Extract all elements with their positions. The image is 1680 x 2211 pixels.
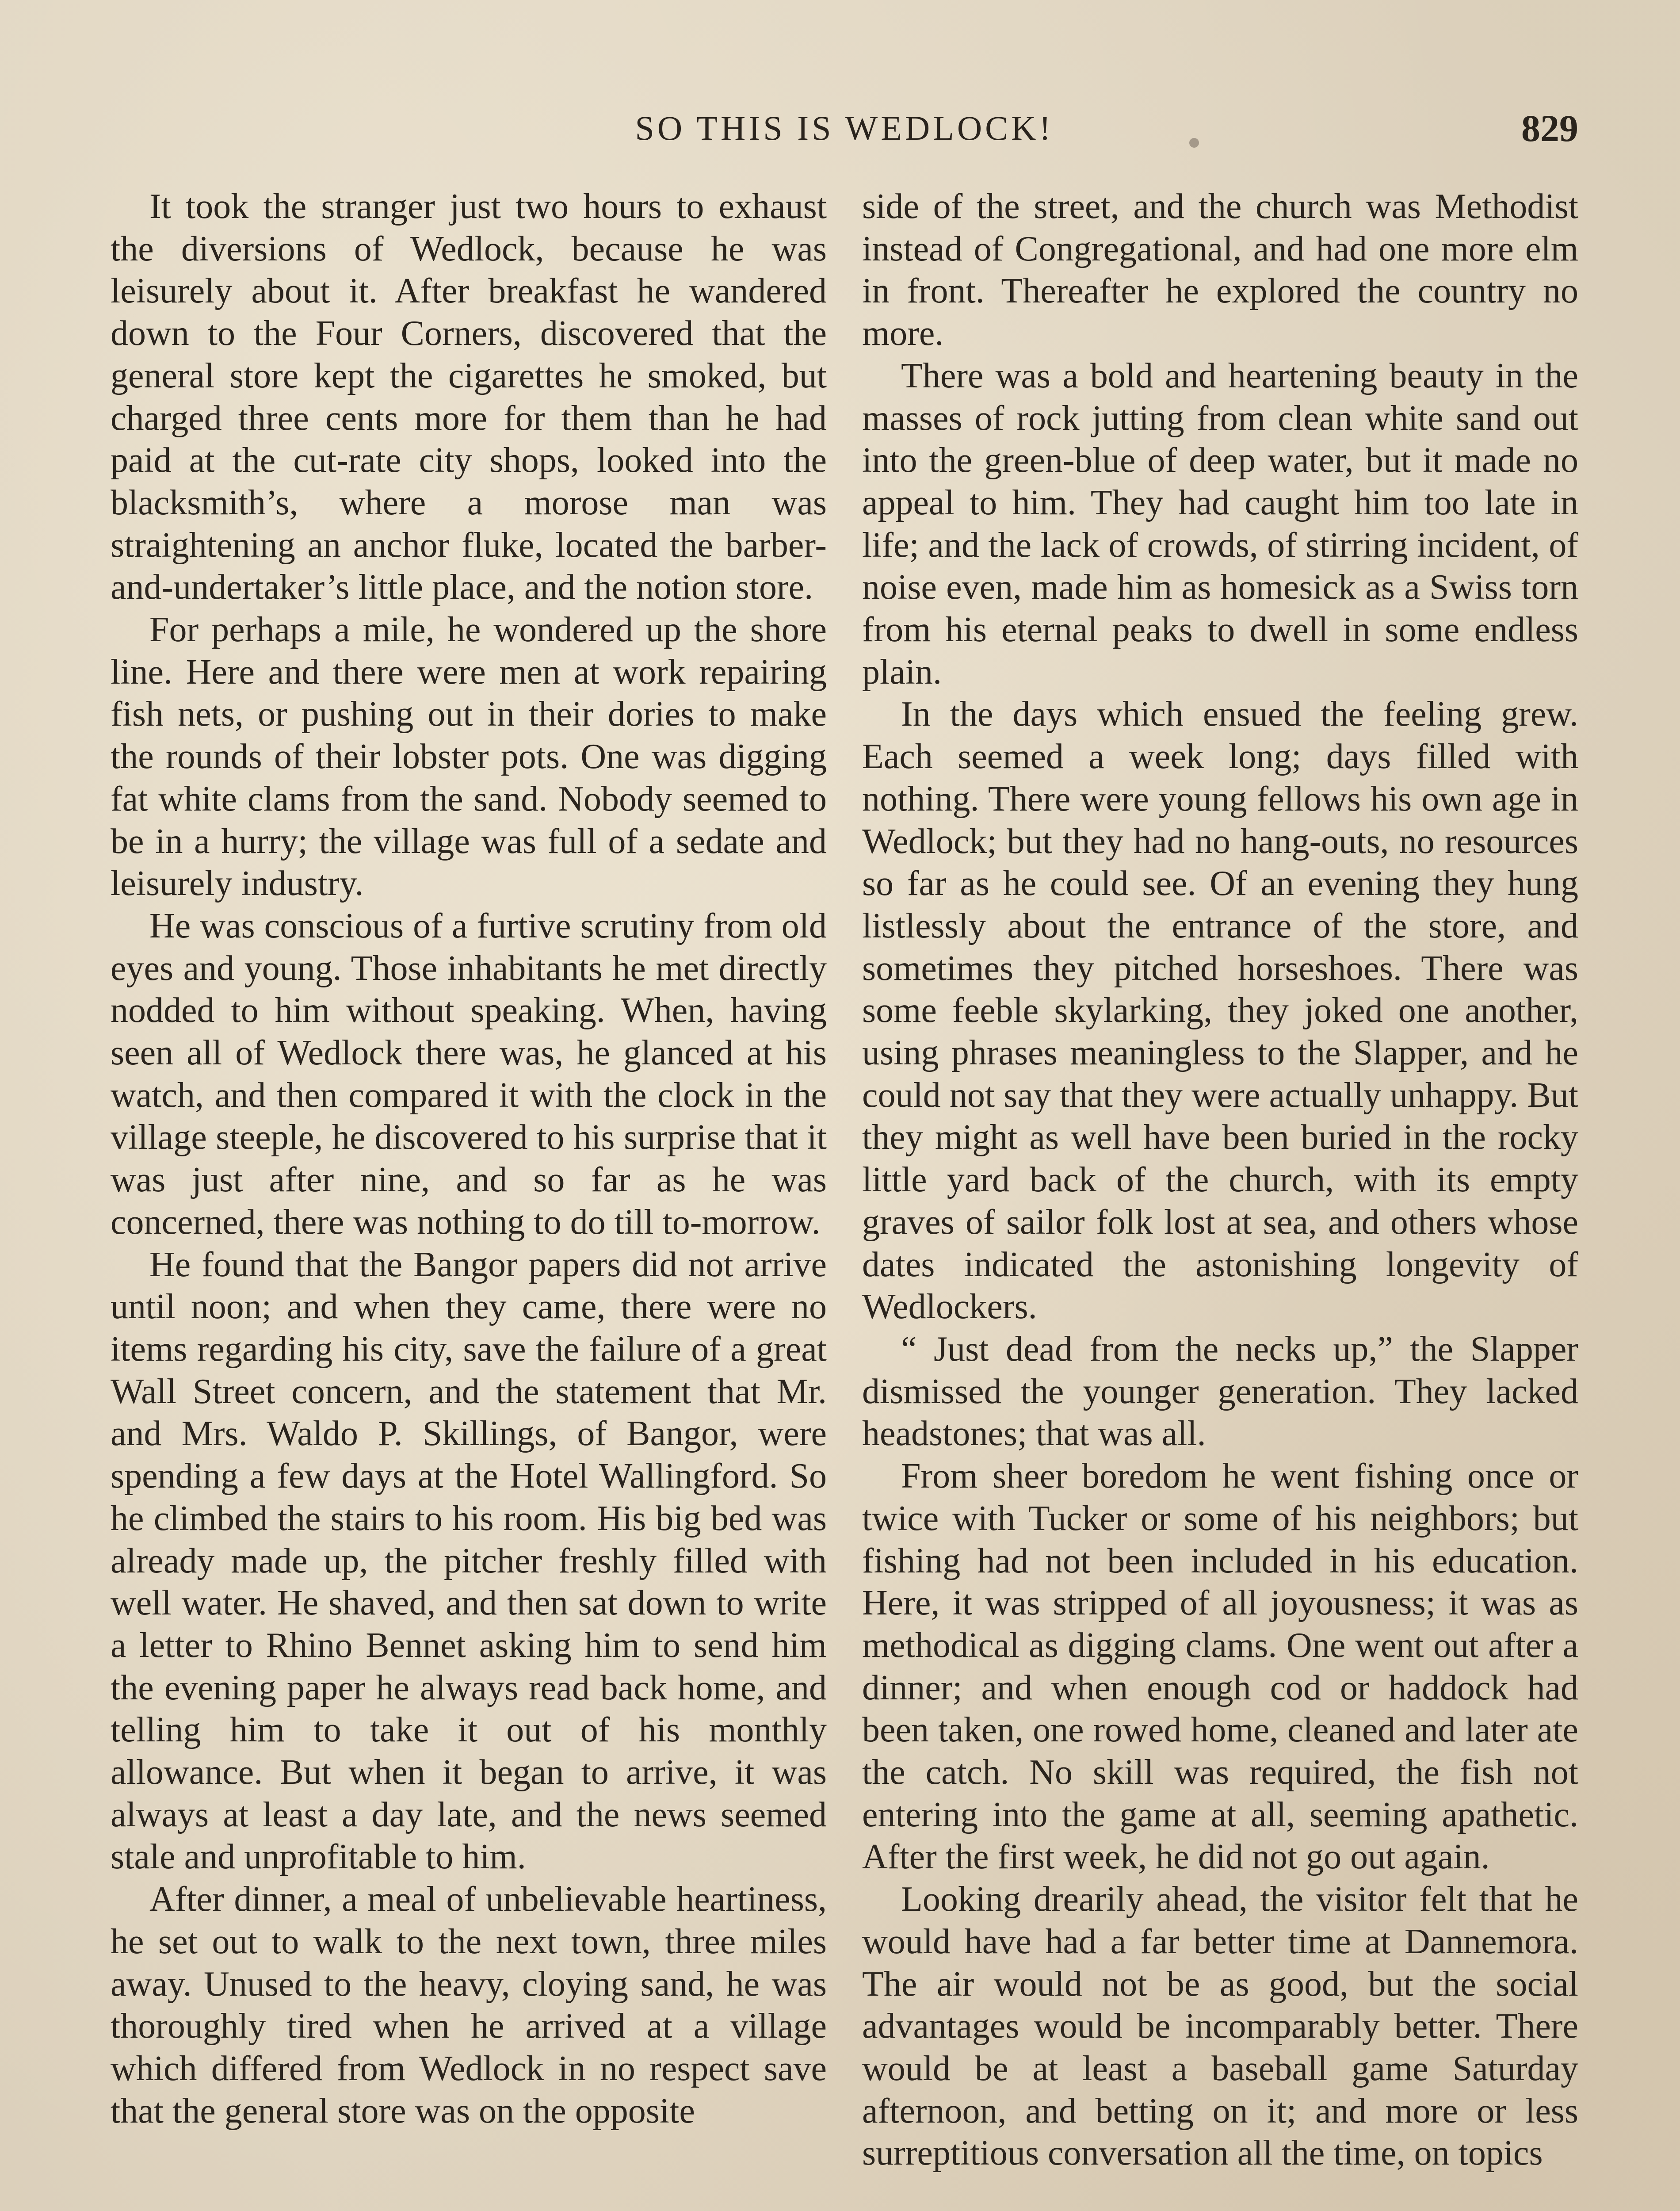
page-number: 829 <box>1521 107 1578 149</box>
paragraph: Looking drearily ahead, the visitor felt that he would have had a far better time at Dannemora. The air would not be as good, but the social advantages would be incomparably better. There would be at least a baseball game Saturday afternoon, and betting on it; and more or less surreptitious conversation all the time, on topics <box>862 1880 1578 2173</box>
paragraph: After dinner, a meal of unbelievable heartiness, he set out to walk to the next town, three miles away. Unused to the heavy, cloying sand, he was thoroughly tired when he arrived at a village which differed from Wedlock in no respect save that the general store was on the opposite <box>111 1880 827 2131</box>
text-columns <box>111 186 1578 2211</box>
paragraph: It took the stranger just two hours to exhaust the diversions of Wedlock, because he was leisurely about it. After breakfast he wandered down to the Four Corners, discovered that the general store kept the cigarettes he smoked, but charged three cents more for them than he had paid at the cut-rate city shops, looked into the blacksmith’s, where a morose man was straightening an anchor fluke, located the barber-and-undertaker’s little place, and the notion store. <box>111 187 827 607</box>
right-column <box>862 186 1578 2211</box>
left-column <box>111 186 827 2211</box>
ink-speck <box>1189 138 1199 148</box>
paragraph: “ Just dead from the necks up,” the Slapper dismissed the younger generation. They lacked headstones; that was all. <box>862 1329 1578 1454</box>
paragraph: He was conscious of a furtive scrutiny from old eyes and young. Those inhabitants he met directly nodded to him without speaking. When, having seen all of Wedlock there was, he glanced at his watch, and then compared it with the clock in the village steeple, he discovered to his surprise that it was just after nine, and so far as he was concerned, there was nothing to do till to-morrow. <box>111 906 827 1242</box>
paragraph: He found that the Bangor papers did not arrive until noon; and when they came, there were no items regarding his city, save the failure of a great Wall Street concern, and the statement that Mr. and Mrs. Waldo P. Skillings, of Bangor, were spending a few days at the Hotel Wallingford. So he climbed the stairs to his room. His big bed was already made up, the pitcher freshly filled with well water. He shaved, and then sat down to write a letter to Rhino Bennet asking him to send him the evening paper he always read back home, and telling him to take it out of his monthly allowance. But when it began to arrive, it was always at least a day late, and the news seemed stale and unprofitable to him. <box>111 1245 827 1877</box>
paragraph: In the days which ensued the feeling grew. Each seemed a week long; days filled with nothing. There were young fellows his own age in Wedlock; but they had no hang-outs, no resources so far as he could see. Of an evening they hung listlessly about the entrance of the store, and sometimes they pitched horseshoes. There was some feeble skylarking, they joked one another, using phrases meaningless to the Slapper, and he could not say that they were actually unhappy. But they might as well have been buried in the rocky little yard back of the church, with its empty graves of sailor folk lost at sea, and others whose dates indicated the astonishing longevity of Wedlockers. <box>862 695 1578 1327</box>
running-title: SO THIS IS WEDLOCK! <box>635 109 1054 147</box>
paragraph-continued: side of the street, and the church was Methodist instead of Congregational, and had one more elm in front. Thereafter he explored the country no more. <box>862 187 1578 353</box>
page-header <box>111 102 1578 155</box>
paragraph: From sheer boredom he went fishing once or twice with Tucker or some of his neighbors; but fishing had not been included in his education. Here, it was stripped of all joyousness; it was as methodical as digging clams. One went out after a dinner; and when enough cod or haddock had been taken, one rowed home, cleaned and later ate the catch. No skill was required, the fish not entering into the game at all, seeming apathetic. After the first week, he did not go out again. <box>862 1457 1578 1877</box>
paragraph: For perhaps a mile, he wondered up the shore line. Here and there were men at work repairing fish nets, or pushing out in their dories to make the rounds of their lobster pots. One was digging fat white clams from the sand. Nobody seemed to be in a hurry; the village was full of a sedate and leisurely industry. <box>111 610 827 903</box>
paragraph: There was a bold and heartening beauty in the masses of rock jutting from clean white sand out into the green-blue of deep water, but it made no appeal to him. They had caught him too late in life; and the lack of crowds, of stirring incident, of noise even, made him as homesick as a Swiss torn from his eternal peaks to dwell in some endless plain. <box>862 356 1578 692</box>
